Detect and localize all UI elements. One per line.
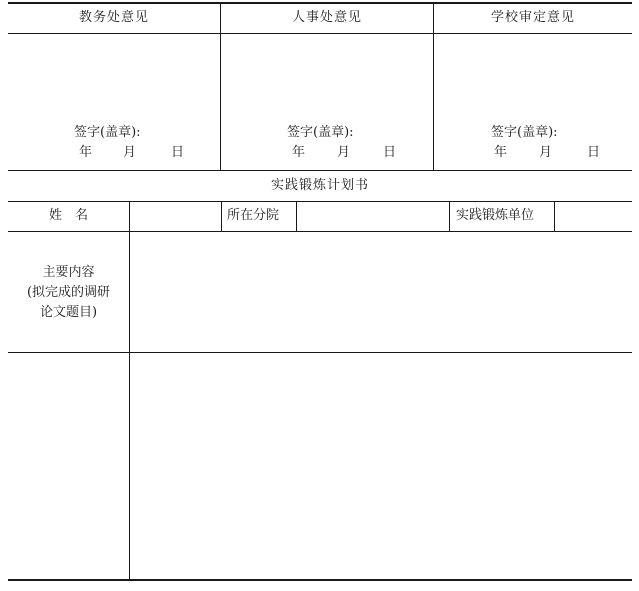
info-col-divider-3 — [449, 201, 450, 232]
college-label: 所在分院 — [227, 208, 280, 223]
info-col-divider-1 — [221, 201, 222, 232]
unit-label: 实践锻炼单位 — [456, 208, 535, 223]
content-label-line2: (拟完成的调研 — [26, 285, 111, 300]
renshi-day-label: 日 — [383, 145, 397, 160]
jiaowu-sign-label: 签字(盖章): — [74, 125, 141, 140]
renshi-month-label: 月 — [337, 145, 351, 160]
school-opinion-field[interactable] — [435, 34, 631, 120]
renshi-opinion-field[interactable] — [222, 34, 432, 120]
bottom-border — [8, 579, 632, 581]
approval-col-divider-2 — [433, 2, 434, 171]
name-label: 姓 名 — [48, 208, 88, 223]
jiaowu-month-label: 月 — [123, 145, 137, 160]
school-review-header: 学校审定意见 — [490, 10, 575, 25]
name-field[interactable] — [130, 202, 220, 231]
main-content-field[interactable] — [130, 232, 631, 352]
lower-content-field[interactable] — [130, 353, 631, 579]
jiaowu-header: 教务处意见 — [78, 10, 149, 25]
top-border — [8, 2, 632, 4]
approval-col-divider-1 — [220, 2, 221, 171]
plan-title: 实践锻炼计划书 — [270, 178, 369, 193]
jiaowu-opinion-field[interactable] — [9, 34, 219, 120]
renshi-year-label: 年 — [292, 145, 306, 160]
lower-label-cell — [9, 353, 128, 579]
content-label-line1: 主要内容 — [42, 265, 95, 280]
college-field[interactable] — [297, 202, 448, 231]
school-year-label: 年 — [494, 145, 508, 160]
jiaowu-day-label: 日 — [171, 145, 185, 160]
renshi-header: 人事处意见 — [291, 10, 362, 25]
approval-bottom-border — [8, 170, 632, 171]
renshi-sign-label: 签字(盖章): — [287, 125, 354, 140]
school-day-label: 日 — [587, 145, 601, 160]
jiaowu-year-label: 年 — [79, 145, 93, 160]
school-month-label: 月 — [539, 145, 553, 160]
content-label-line3: 论文题目) — [39, 305, 98, 320]
school-sign-label: 签字(盖章): — [491, 125, 558, 140]
unit-field[interactable] — [555, 202, 631, 231]
